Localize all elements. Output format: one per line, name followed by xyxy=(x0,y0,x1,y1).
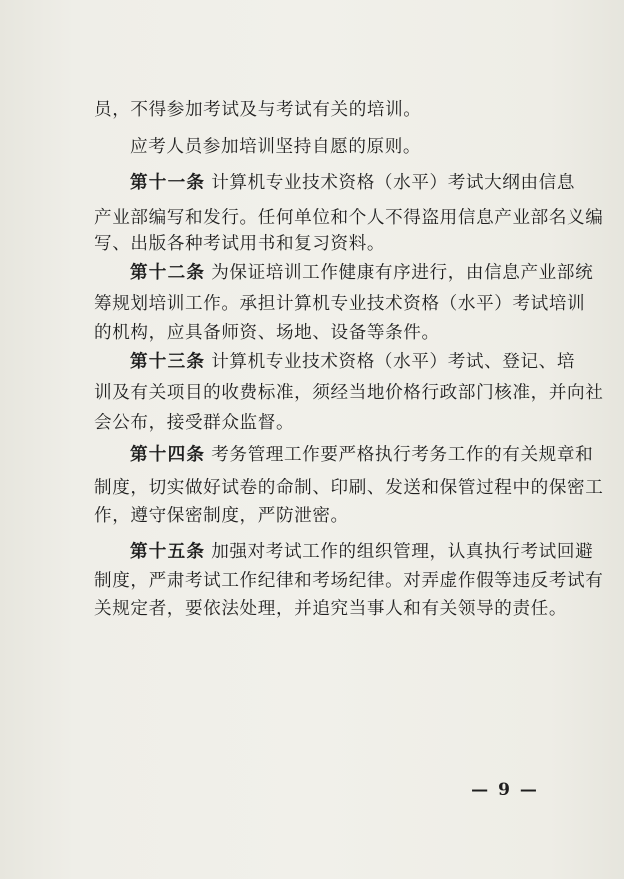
article-11-heading-line: 第十一条 计算机专业技术资格（水平）考试大纲由信息 xyxy=(130,172,576,193)
text-line: 作，遵守保密制度，严防泄密。 xyxy=(94,506,349,526)
text-line: 关规定者，要依法处理，并追究当事人和有关领导的责任。 xyxy=(94,599,568,619)
article-14-heading-line: 第十四条 考务管理工作要严格执行考务工作的有关规章和 xyxy=(130,444,594,465)
article-11-label: 第十一条 xyxy=(130,172,206,193)
article-15-label: 第十五条 xyxy=(130,541,206,562)
text-line: 筹规划培训工作。承担计算机专业技术资格（水平）考试培训 xyxy=(94,294,586,314)
text-line: 制度，切实做好试卷的命制、印刷、发送和保管过程中的保密工 xyxy=(94,478,604,498)
page-number: — 9 — xyxy=(471,780,539,800)
text-line: 产业部编写和发行。任何单位和个人不得盗用信息产业部名义编 xyxy=(94,208,604,228)
text-line: 会公布，接受群众监督。 xyxy=(94,413,295,433)
article-13-label: 第十三条 xyxy=(130,351,206,372)
text-line: 员，不得参加考试及与考试有关的培训。 xyxy=(94,100,422,120)
article-12-label: 第十二条 xyxy=(130,262,206,283)
article-14-label: 第十四条 xyxy=(130,444,206,465)
article-12-heading-line: 第十二条 为保证培训工作健康有序进行，由信息产业部统 xyxy=(130,262,594,283)
text-line: 的机构，应具备师资、场地、设备等条件。 xyxy=(94,323,440,343)
text-line: 应考人员参加培训坚持自愿的原则。 xyxy=(130,137,422,157)
text-line: 写、出版各种考试用书和复习资料。 xyxy=(94,234,386,254)
article-15-heading-line: 第十五条 加强对考试工作的组织管理，认真执行考试回避 xyxy=(130,541,594,562)
text-line: 制度，严肃考试工作纪律和考场纪律。对弄虚作假等违反考试有 xyxy=(94,571,604,591)
article-13-heading-line: 第十三条 计算机专业技术资格（水平）考试、登记、培 xyxy=(130,351,576,372)
text-line: 训及有关项目的收费标准，须经当地价格行政部门核准，并向社 xyxy=(94,383,604,403)
